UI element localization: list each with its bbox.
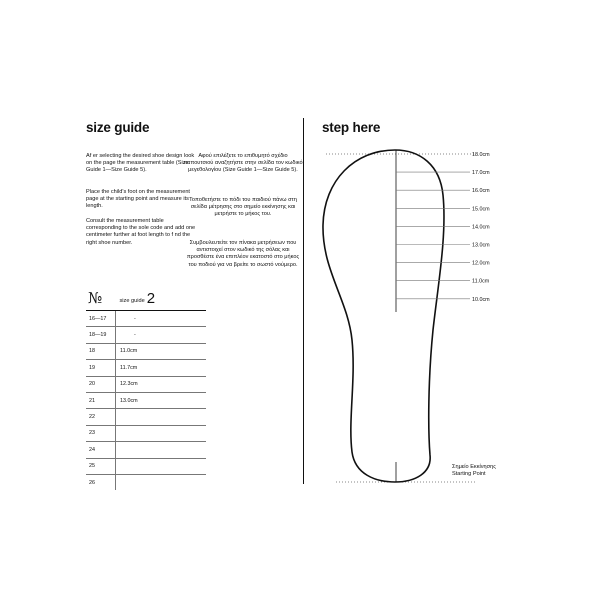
number-symbol: №: [88, 289, 103, 307]
length-cell: -: [134, 332, 136, 339]
length-cell: 13.0cm: [116, 392, 207, 408]
length-cell: 11.0cm: [116, 343, 207, 359]
length-cell: 11.7cm: [116, 360, 207, 376]
instruction-gr-3: Συμβουλευτείτε τον πίνακα μετρήσεων που αντιστοιχεί στον κωδικό της σόλας και προσθέστε ένα επιπλέον εκατοστό στο μήκος του ποδιού για να βρείτε το σωστό νούμερο.: [186, 240, 300, 268]
step-here-heading: step here: [322, 120, 381, 135]
instruction-en-2: Place the child's foot on the measurement page at the starting point and measure its length.: [86, 189, 190, 210]
scale-label: 16.0cm: [472, 188, 490, 195]
size-guide-heading: size guide: [86, 120, 150, 135]
size-cell: 23: [86, 425, 116, 441]
foot-outline: [323, 150, 444, 482]
size-cell: 21: [86, 392, 116, 408]
scale-label: 12.0cm: [472, 260, 490, 267]
scale-label: 18.0cm: [472, 152, 490, 158]
starting-point-en: Starting Point: [452, 471, 486, 477]
size-cell: 18—19: [86, 327, 116, 343]
size-cell: 25: [86, 458, 116, 474]
size-cell: 22: [86, 409, 116, 425]
scale-label: 10.0cm: [472, 296, 490, 303]
starting-point-gr: Σημείο Εκκίνησης: [452, 464, 496, 470]
instruction-en-3: Consult the measurement table corresponding to the sole code and add one centimeter further at foot length to f nd the right shoe number.: [86, 218, 196, 246]
length-cell: -: [134, 315, 136, 322]
instruction-gr-1: Αφού επιλέξετε το επιθυμητό σχέδιο παπουτσιού αναζητήστε στην σελίδα τον κωδικό μεγεθολογίου (Size Guide 1—Size Guide 5).: [183, 153, 303, 174]
scale-label: 13.0cm: [472, 242, 490, 249]
size-cell: 19: [86, 360, 116, 376]
scale-label: 14.0cm: [472, 224, 490, 231]
scale-labels: [472, 152, 490, 303]
size-cell: 18: [86, 343, 116, 359]
instruction-en-1: Af er selecting the desired shoe design look on the page the measurement table (Size Guide 1—Size Guide 5).: [86, 153, 195, 174]
size-guide-label: size guide: [119, 297, 145, 304]
scale-label: 11.0cm: [472, 278, 490, 285]
scale-label: 15.0cm: [472, 206, 490, 213]
size-cell: 24: [86, 442, 116, 458]
size-cell: 20: [86, 376, 116, 392]
size-guide-number: 2: [146, 289, 156, 307]
length-cell: 12.3cm: [116, 376, 207, 392]
instruction-gr-2: Τοποθετήστε το πόδι του παιδιού πάνω στη σελίδα μέτρησης στο σημείο εκκίνησης και μετρήστε το μήκος του.: [189, 197, 297, 218]
starting-point-label: [452, 464, 496, 478]
size-cell: 16—17: [86, 311, 116, 327]
scale-lines: [396, 172, 470, 299]
size-cell: 26: [86, 474, 116, 490]
scale-label: 17.0cm: [472, 170, 490, 177]
